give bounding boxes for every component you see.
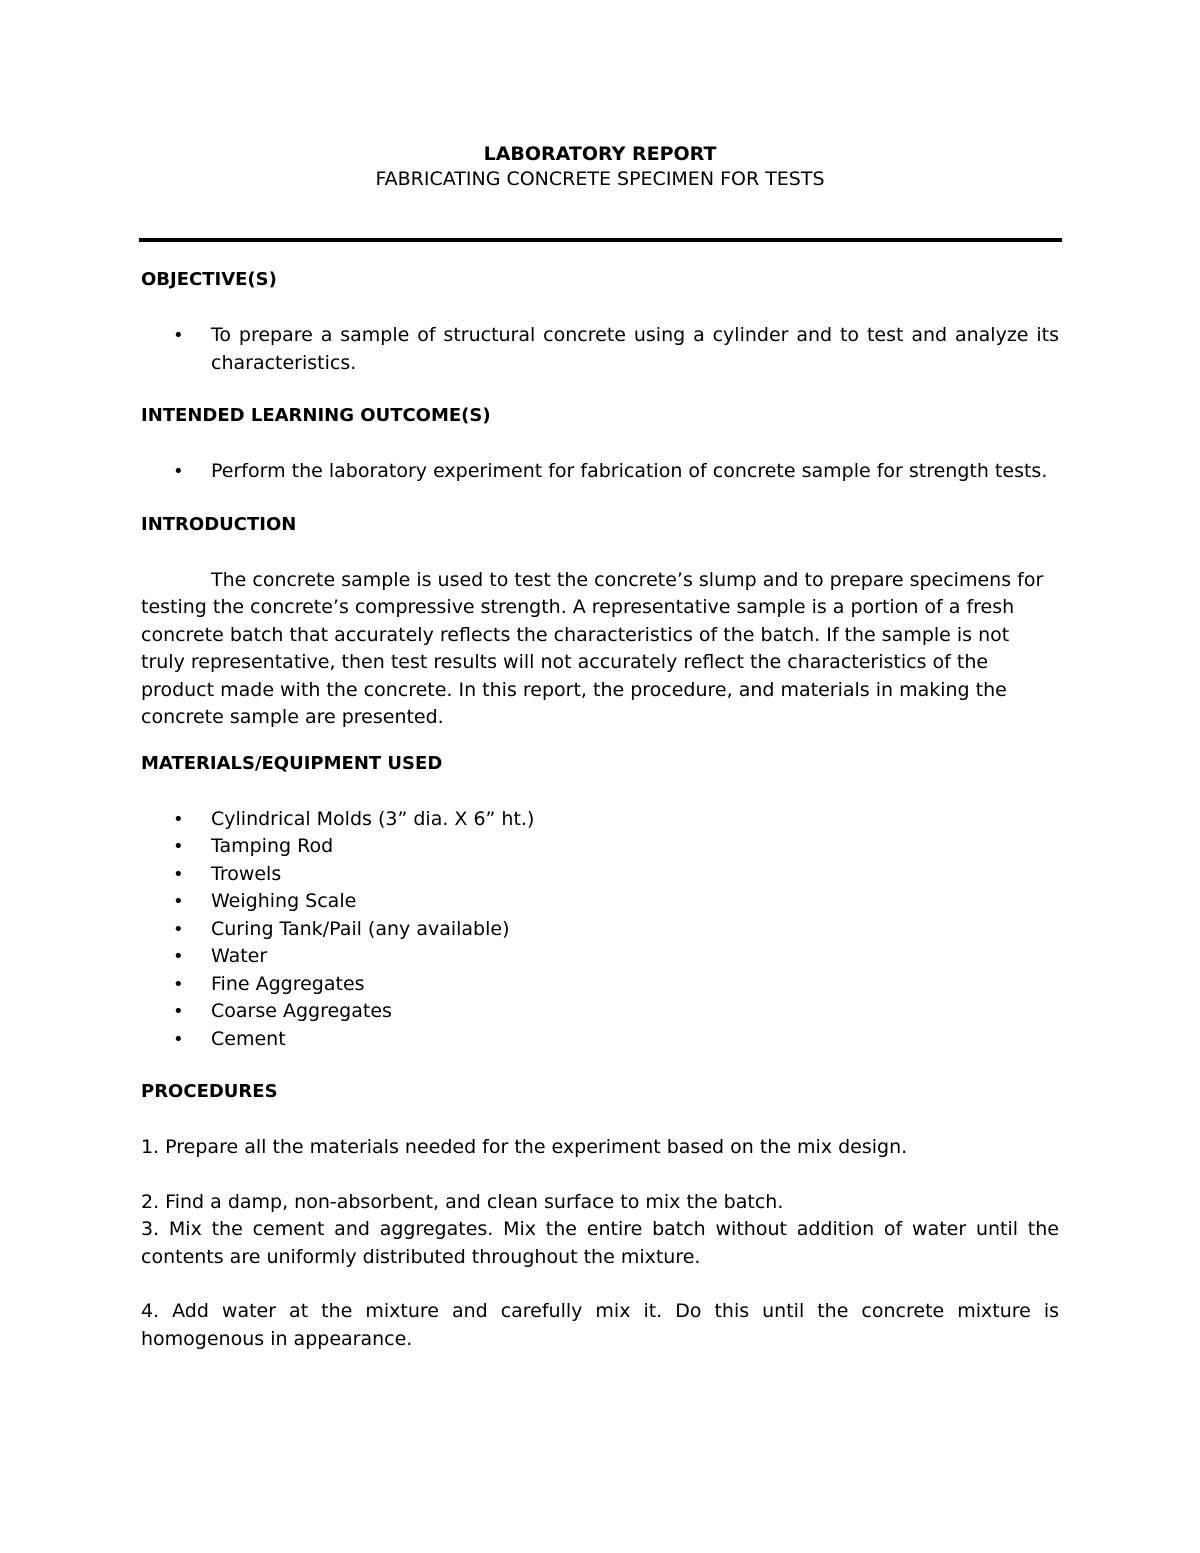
outcomes-heading: INTENDED LEARNING OUTCOME(S): [141, 405, 491, 426]
list-item: [141, 943, 1059, 971]
list-item: [141, 916, 1059, 944]
header-divider: [139, 238, 1062, 242]
bullet-icon: •: [173, 918, 184, 940]
list-item: [141, 998, 1059, 1026]
outcome-text: Perform the laboratory experiment for fabrication of concrete sample for strength tests.: [211, 460, 1048, 482]
list-item: [141, 458, 1059, 486]
report-body: [141, 268, 1059, 1353]
material-text: Cylindrical Molds (3” dia. X 6” ht.): [211, 807, 535, 830]
material-text: Water: [211, 945, 268, 967]
materials-heading: MATERIALS/EQUIPMENT USED: [141, 752, 443, 774]
objectives-heading: OBJECTIVE(S): [141, 269, 277, 290]
material-text: Weighing Scale: [211, 890, 357, 912]
bullet-icon: •: [173, 836, 184, 857]
bullet-icon: •: [173, 808, 184, 830]
list-item: [141, 971, 1059, 999]
procedure-step: 4. Add water at the mixture and carefully mix it. Do this until the concrete mixture is homogenous in appearance.: [141, 1300, 1059, 1350]
bullet-icon: •: [173, 891, 184, 912]
objectives-list: [141, 322, 1059, 377]
bullet-icon: •: [173, 946, 184, 967]
material-text: Tamping Rod: [211, 835, 334, 857]
report-subtitle: FABRICATING CONCRETE SPECIMEN FOR TESTS: [375, 168, 825, 190]
outcomes-list: [141, 458, 1059, 486]
procedure-step: 2. Find a damp, non-absorbent, and clean surface to mix the batch.: [141, 1190, 784, 1213]
objective-text: To prepare a sample of structural concrete using a cylinder and to test and analyze its characteristics.: [211, 324, 1059, 374]
material-text: Coarse Aggregates: [211, 1000, 392, 1022]
list-item: [141, 1026, 1059, 1054]
list-item: [141, 322, 1059, 377]
procedure-step: 3. Mix the cement and aggregates. Mix the entire batch without addition of water until the contents are uniformly distributed throughout the mixture.: [141, 1218, 1059, 1268]
materials-list: [141, 806, 1059, 1054]
procedures-heading: PROCEDURES: [141, 1081, 278, 1102]
bullet-icon: •: [173, 863, 184, 885]
material-text: Fine Aggregates: [211, 972, 365, 995]
material-text: Trowels: [211, 862, 282, 885]
bullet-icon: •: [173, 1028, 184, 1050]
bullet-icon: •: [173, 973, 184, 995]
introduction-text: The concrete sample is used to test the concrete’s slump and to prepare specimens for testing the concrete’s compressive strength. A representative sample is a portion of a fresh concrete batch that accurately reflects the characteristics of the batch. If the sample is not truly representative, then test results will not accurately reflect the characteristics of the product made with the concrete. In this report, the procedure, and materials in making the concrete sample are presented.: [141, 568, 1044, 728]
procedure-step: 1. Prepare all the materials needed for the experiment based on the mix design.: [141, 1136, 908, 1158]
list-item: [141, 806, 1059, 834]
bullet-icon: •: [173, 325, 184, 346]
material-text: Cement: [211, 1027, 286, 1050]
list-item: [141, 833, 1059, 861]
introduction-heading: INTRODUCTION: [141, 513, 297, 535]
material-text: Curing Tank/Pail (any available): [211, 917, 510, 940]
list-item: [141, 861, 1059, 889]
list-item: [141, 888, 1059, 916]
bullet-icon: •: [173, 461, 184, 482]
report-title: LABORATORY REPORT: [483, 143, 717, 165]
bullet-icon: •: [173, 1001, 184, 1022]
